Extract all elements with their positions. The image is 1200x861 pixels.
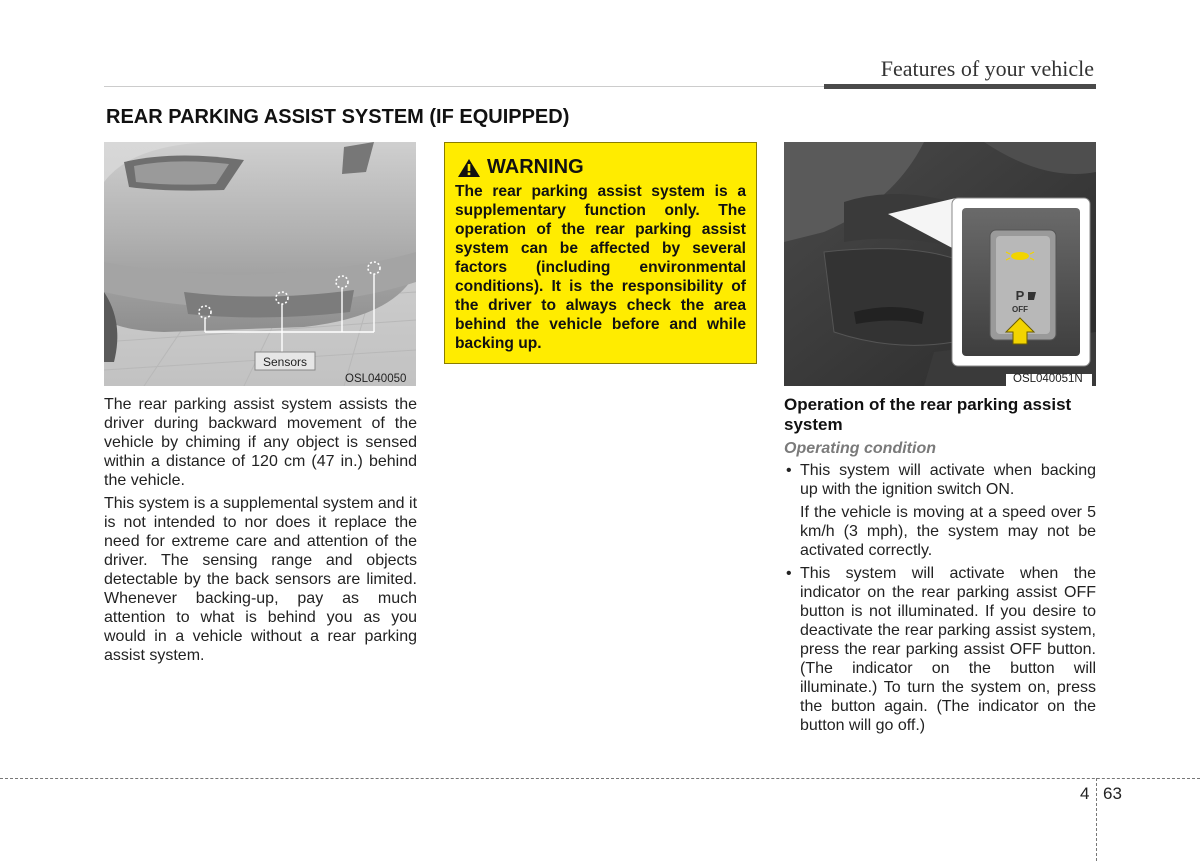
intro-paragraph-2: This system is a supplemental system and it is not intended to nor does it replace the need for extreme care and attention of the driver. The sensing range and objects detectable by the back sensors are limited. Whenever backing-up, pay as much attention to what is behind you as you would in a vehicle without a rear parking assist system. xyxy=(104,495,418,664)
bullet-2-text: This system will activate when the indicator on the rear parking assist OFF button is not illuminated. If you desire to deactivate the rear parking assist system, press the rear parking assist OFF button. (The indicator on the button will illuminate.) To turn the system on, press the button again. (The indicator on the button will go off.) xyxy=(800,565,1096,734)
bullet-marker: • xyxy=(786,462,792,479)
footer-dashed-rule xyxy=(0,778,1200,779)
dashboard-illustration xyxy=(784,142,1096,386)
operation-bullets xyxy=(784,461,1096,739)
bullet-1-text: This system will activate when backing up with the ignition switch ON. xyxy=(800,462,1096,498)
warning-text: The rear parking assist system is a supplementary function only. The operation of the rear parking assist system can be affected by several factors (including environmental conditions). It is the responsibility of the driver to always check the area behind the vehicle before and while backing up. xyxy=(455,183,746,352)
bullet-marker: • xyxy=(786,565,792,582)
page-number: 63 xyxy=(1103,784,1122,803)
intro-paragraph-1: The rear parking assist system assists the driver during backward movement of the vehicle by chiming if any object is sensed within a distance of 120 cm (47 in.) behind the vehicle. xyxy=(104,396,417,489)
warning-icon xyxy=(457,158,481,178)
sensors-label: Sensors xyxy=(262,355,308,369)
warning-heading xyxy=(457,156,584,179)
operation-subtitle: Operating condition xyxy=(784,440,936,457)
warning-box xyxy=(444,142,757,364)
dashboard-button-figure xyxy=(784,142,1096,386)
bullet-item xyxy=(784,564,1096,735)
rear-bumper-figure xyxy=(104,142,416,386)
header-bar xyxy=(824,84,1096,89)
chapter-number: 4 xyxy=(1080,784,1090,803)
operation-title: Operation of the rear parking assist system xyxy=(784,395,1072,434)
off-button-label: OFF xyxy=(1012,305,1028,314)
bullet-1-note: If the vehicle is moving at a speed over 5 km/h (3 mph), the system may not be activated correctly. xyxy=(800,504,1096,559)
figure-code-right: OSL040051N xyxy=(1013,373,1083,385)
running-header: Features of your vehicle xyxy=(880,56,1094,81)
bullet-item xyxy=(784,461,1096,560)
header-rule xyxy=(104,86,824,87)
footer-vertical-rule xyxy=(1096,778,1097,861)
figure-code-left: OSL040050 xyxy=(345,373,407,385)
svg-text:P: P xyxy=(1015,288,1025,303)
warning-title: WARNING xyxy=(487,156,584,178)
section-title: REAR PARKING ASSIST SYSTEM (IF EQUIPPED) xyxy=(106,106,570,128)
rear-bumper-illustration xyxy=(104,142,416,386)
intro-text xyxy=(104,395,417,669)
